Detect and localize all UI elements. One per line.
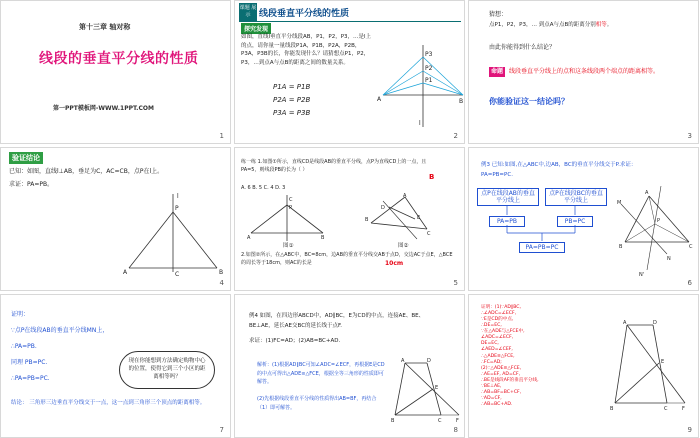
slide-number: 5 [453, 279, 458, 287]
fig-label-e: E [435, 385, 439, 391]
proof-step: ∴AB=BC+AD. [481, 402, 513, 407]
slide-heading: 线段垂直平分线的性质 [259, 9, 350, 19]
slide-number: 3 [687, 132, 692, 140]
proof-step: (2)∵△ADE≌△FCE, [481, 365, 522, 371]
slide-number: 9 [687, 426, 692, 434]
prove-text: 求证：PA=PB。 [9, 181, 54, 188]
fig-label-a: A [401, 358, 405, 364]
conjecture-answer: 相等 [595, 22, 607, 28]
example-4-text: 例4 如图，在四边形ABCD中，AD∥BC，E为CD的中点，连接AE、BE、BE⊥AE，延长AE交BC的延长线于点F. [249, 313, 425, 330]
proof-step: ∠ADC=∠ECF, [481, 335, 514, 341]
fig-label-b: B [610, 406, 614, 412]
example-text-2: PA=PB=PC. [481, 172, 513, 178]
fig-label-f: F [456, 418, 459, 424]
question-text: 由此你能得到什么结论？ [489, 44, 556, 51]
slide-thumbnail-8[interactable] [234, 294, 465, 438]
proof-line-4: 同理 PB=PC. [11, 359, 48, 366]
exercise-1-options: A. 6 B. 5 C. 4 D. 3 [241, 185, 286, 191]
proof-step: ∴BE是线段AF的垂直平分线, [481, 377, 539, 383]
proof-step: ∴△ADE≌△FCE, [481, 353, 515, 359]
proof-step: DE=EC, [481, 341, 499, 347]
result-box-all: PA=PB=PC [519, 242, 565, 253]
proof-step: ∴AE=EF, AD=CF, [481, 371, 521, 377]
exercise-2-text: 2.如图②所示，在△ABC中，BC=8cm，边AB的垂直平分线交AB于点D，交边AC于点E，△BCE的周长等于18cm，则AC的长是 [241, 252, 453, 266]
slide-thumbnail-2[interactable] [234, 0, 465, 144]
section-tag: 验证结论 [9, 152, 43, 164]
label-p3: P3 [425, 51, 433, 58]
proof-step: ∵在△ADE与△FCE中, [481, 329, 525, 335]
proof-line-3: ∴PA=PB. [11, 343, 37, 350]
slide-thumbnail-1[interactable] [0, 0, 231, 144]
subject-badge [239, 3, 257, 21]
slide-thumbnail-6[interactable] [468, 147, 699, 291]
problem-text: 如图，直线l垂直平分线段AB，P1，P2，P3，…是l上的点，请你量一量线段P1A，P1B，P2A，P2B，P3A，P3B的长，你能发现什么？请猜想点P1，P2，P3，…到点A与点B的距离之间的数量关系。 [241, 34, 372, 66]
proof-steps [481, 305, 601, 408]
proof-step: 证明：(1)∵AD∥BC, [481, 305, 521, 310]
triangle-figure [617, 184, 697, 284]
figure-1 [247, 193, 327, 243]
section-tag: 探究发现 [241, 23, 271, 34]
fig-label-c: C [689, 244, 693, 250]
fig2-label-b: B [365, 217, 369, 223]
slide-number: 1 [219, 132, 224, 140]
quadrilateral-figure [609, 315, 689, 415]
slide-number: 6 [687, 279, 692, 287]
slide-thumbnail-3[interactable] [468, 0, 699, 144]
slide-thumbnail-7[interactable] [0, 294, 231, 438]
fig-label-p: P [657, 218, 661, 224]
slide-thumbnail-9[interactable] [468, 294, 699, 438]
label-l: l [177, 193, 179, 200]
fig-label-m: M [617, 200, 622, 206]
fig-label-b: B [619, 244, 623, 250]
fig-label-b: B [391, 418, 395, 424]
fig-label-d: D [427, 358, 431, 364]
exercise-1-text: 练一练 1.如图①所示，直线CD是线段AB的垂直平分线，点P为直线CD上的一点，且PA=5，则线段PB的长为（ ） [241, 159, 427, 173]
label-p: P [175, 205, 179, 212]
fig-label-a: A [623, 320, 627, 326]
result-box-pb-pc: PB=PC [557, 216, 593, 227]
question-bubble: 现在你能想到方法确定购物中心的位置，使得它到三个小区的距离相等吗？ [119, 351, 215, 389]
fig-label-e: E [661, 359, 665, 365]
subject-badge-label: 课题 展示 [239, 5, 257, 18]
proof-step: ∵AD=CF, [481, 395, 502, 401]
proof-step: ∵E是CD的中点, [481, 317, 514, 323]
exercise-1-answer: B [429, 173, 435, 181]
figure-1-caption: 图① [283, 243, 294, 249]
slide-number: 7 [219, 426, 224, 434]
conjecture-text: 点P1，P2，P3，… 到点A与点B的距离分别 [489, 22, 596, 28]
conjecture-end: 。 [606, 22, 613, 28]
label-a: A [123, 269, 128, 276]
fig-label-f: F [682, 406, 685, 412]
equation-1: P1A = P1B [273, 83, 311, 91]
fig-label-c: C [664, 406, 668, 412]
label-p1: P1 [425, 77, 433, 84]
label-p2: P2 [425, 65, 433, 72]
verify-question: 你能验证这一结论吗？ [489, 97, 569, 106]
fig1-label-c: C [289, 197, 293, 203]
proof-line-1: 证明： [11, 311, 30, 318]
footer-text: 第一PPT模板网-WWW.1PPT.COM [53, 105, 154, 112]
quadrilateral-figure [391, 355, 463, 425]
example-4-prove: 求证：(1)FC=AD；(2)AB=BC+AD. [249, 338, 341, 344]
solution-part-1: 解析：(1)根据AD∥BC可知∠ADC=∠ECF，再根据E是CD的中点可得出△ADE≌△FCE，根据全等三角形的性质即可解答。 [257, 362, 385, 385]
fig2-label-c: C [427, 231, 431, 237]
fig-label-a: A [645, 190, 649, 196]
proof-line-5: ∴PA=PB=PC. [11, 375, 50, 382]
conjecture-line [489, 22, 612, 29]
chapter-label: 第十三章 轴对称 [79, 23, 131, 31]
proof-line-2: ∵点P在线段AB的垂直平分线MN上， [11, 327, 109, 334]
solution-part-2: (2)先根据线段垂直平分线的性质得出AB=BF，再结合（1）即可解答。 [257, 396, 377, 411]
example-text: 例3 已知:如图,在△ABC中,边AB，BC的垂直平分线交于P.求证： [481, 162, 637, 168]
fig-label-c: C [438, 418, 442, 424]
fig-label-n-prime: N' [639, 272, 645, 278]
proof-step: ∠AED=∠CEF, [481, 347, 513, 353]
result-box-pa-pb: PA=PB [489, 216, 525, 227]
proof-step: ∵BE⊥AE, [481, 383, 502, 389]
slide-thumbnail-5[interactable] [234, 147, 465, 291]
proposition-text: 线段垂直平分线上的点和这条线段两个端点的距离相等。 [509, 68, 660, 75]
label-b: B [459, 98, 464, 105]
fig1-label-a: A [247, 235, 251, 241]
exercise-2-answer: 10cm [385, 260, 404, 267]
heading-underline [239, 21, 461, 22]
fig2-label-d: D [381, 205, 385, 211]
equation-3: P3A = P3B [273, 109, 311, 117]
fig1-label-p: P [289, 205, 293, 211]
fig1-label-b: B [321, 235, 325, 241]
slide-number: 4 [219, 279, 224, 287]
label-c: C [175, 271, 180, 278]
given-text: 已知：如图，直线l⊥AB，垂足为C，AC=CB，点P在l上。 [9, 168, 164, 175]
perpendicular-bisector-figure [377, 43, 465, 133]
proposition-tag: 命题 [491, 68, 504, 75]
fig-label-d: D [653, 320, 657, 326]
proof-step: ∴AB=BF=BC+CF, [481, 389, 522, 395]
reason-box-bc: 点P在线段BC的垂直平分线上 [545, 188, 607, 206]
figure-2 [365, 193, 435, 241]
slide-thumbnail-4[interactable] [0, 147, 231, 291]
label-l: l [419, 120, 421, 127]
proof-step: ∴FC=AD; [481, 359, 502, 365]
fig-label-n: N [667, 256, 671, 262]
reason-box-ab: 点P在线段AB的垂直平分线上 [477, 188, 539, 206]
conclusion-text: 结论： 三角形三边垂直平分线交于一点，这一点到三角形三个顶点的距离相等。 [11, 400, 206, 406]
fig2-label-e: E [417, 215, 421, 221]
proof-step: ∴∠ADC=∠ECF, [481, 311, 517, 317]
equation-2: P2A = P2B [273, 96, 311, 104]
figure-2-caption: 图② [398, 243, 409, 249]
slide-number: 2 [453, 132, 458, 140]
label-a: A [377, 96, 382, 103]
proof-step: ∴DE=EC, [481, 323, 502, 329]
proof-figure [121, 188, 231, 278]
conjecture-label: 猜想： [489, 11, 508, 18]
fig2-label-a: A [403, 193, 407, 199]
label-b: B [219, 269, 224, 276]
slide-title: 线段的垂直平分线的性质 [39, 51, 199, 67]
slide-number: 8 [453, 426, 458, 434]
flow-arrows [469, 203, 619, 273]
